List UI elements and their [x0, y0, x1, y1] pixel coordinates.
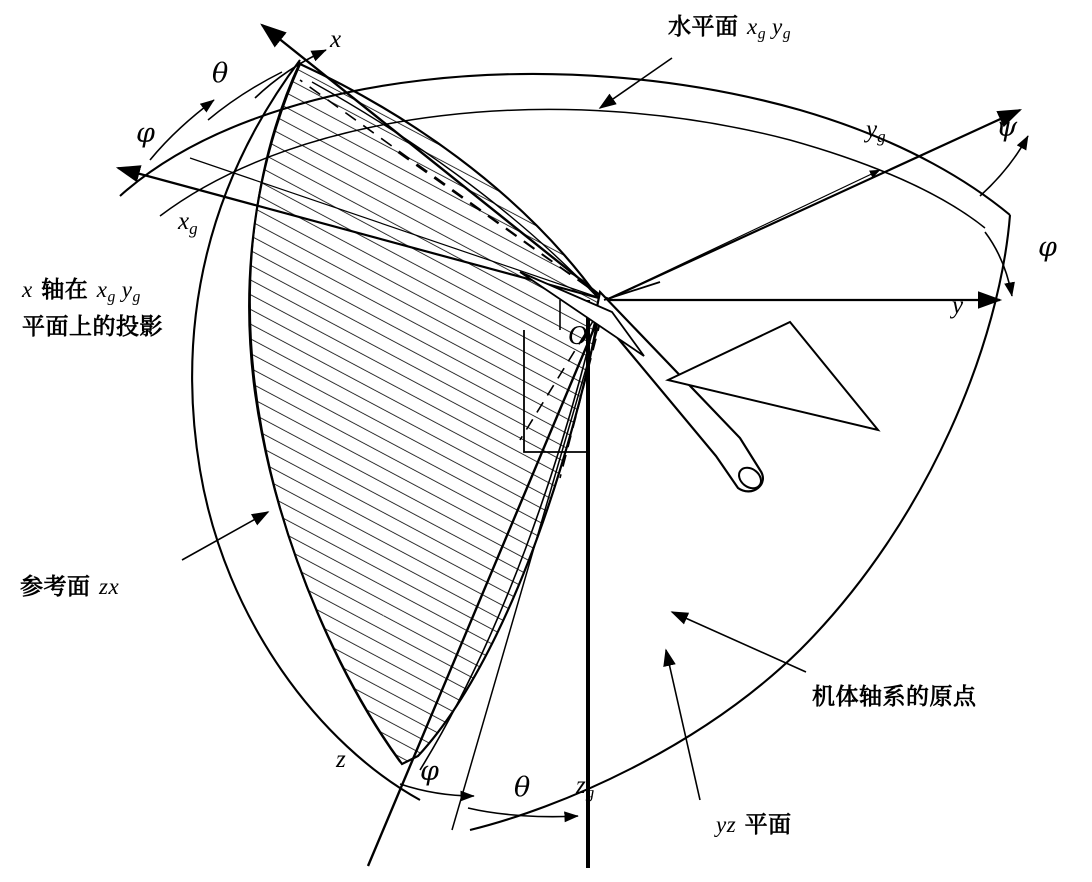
x-projection-yg-main: y	[121, 277, 133, 302]
annotation-x-projection	[22, 272, 163, 345]
axis-label-y: y	[952, 292, 964, 319]
theta-bottom-arc	[468, 808, 578, 817]
angle-label-psi: ψ	[996, 112, 1018, 143]
angle-label-phi-right: φ	[1038, 232, 1057, 263]
x-projection-x: x	[22, 277, 33, 302]
axis-label-z: z	[336, 746, 346, 773]
yg-axis	[606, 110, 1020, 300]
origin-label: O	[568, 320, 588, 350]
annotation-reference-plane	[20, 574, 119, 600]
angle-label-theta-bottom: θ	[514, 772, 531, 803]
axis-label-zg-main: z	[576, 772, 586, 799]
horizontal-plane-xg-sub: g	[757, 25, 767, 43]
axis-label-yg	[866, 116, 886, 146]
yg-helper-line	[606, 170, 880, 300]
horizontal-plane-yg-main: y	[772, 14, 783, 39]
angle-label-theta-top: θ	[212, 58, 229, 89]
axis-label-xg-sub: g	[189, 218, 198, 238]
axis-label-zg-sub: g	[585, 782, 595, 802]
x-projection-yg-sub: g	[132, 288, 141, 306]
annotation-yz-plane	[716, 812, 792, 838]
annotation-x-projection-line2: 平面上的投影	[22, 313, 163, 340]
yz-plane-text: 平面	[736, 812, 792, 838]
reference-plane-leader	[182, 512, 268, 560]
aircraft-tail	[604, 282, 660, 300]
horizontal-plane-text: 水平面	[668, 14, 748, 40]
yz-plane-leader	[666, 650, 700, 800]
axis-label-yg-sub: g	[877, 126, 886, 146]
horizontal-plane-yg-sub: g	[782, 25, 792, 43]
horizontal-plane-xg-main: x	[747, 14, 758, 39]
axis-label-xg	[178, 208, 198, 238]
annotation-x-projection-line1	[22, 272, 163, 310]
x-projection-xg-main: x	[96, 277, 108, 302]
yz-plane-math: yz	[716, 812, 737, 837]
axis-label-xg-main: x	[178, 208, 190, 235]
angle-label-phi-bottom: φ	[420, 756, 439, 787]
angle-label-phi-top: φ	[136, 118, 155, 149]
x-projection-xg-sub: g	[107, 288, 116, 306]
reference-plane-math: zx	[99, 574, 120, 599]
annotation-body-axis-origin: 机体轴系的原点	[812, 684, 977, 710]
x-projection-text: 轴在	[32, 277, 97, 303]
axis-label-x: x	[330, 26, 342, 53]
psi-arc	[980, 136, 1028, 196]
axis-label-yg-main: y	[866, 116, 878, 143]
reference-plane-text: 参考面	[20, 574, 100, 600]
annotation-horizontal-plane	[668, 14, 791, 43]
axis-label-zg	[576, 772, 594, 802]
body-axis-origin-leader	[672, 612, 806, 672]
